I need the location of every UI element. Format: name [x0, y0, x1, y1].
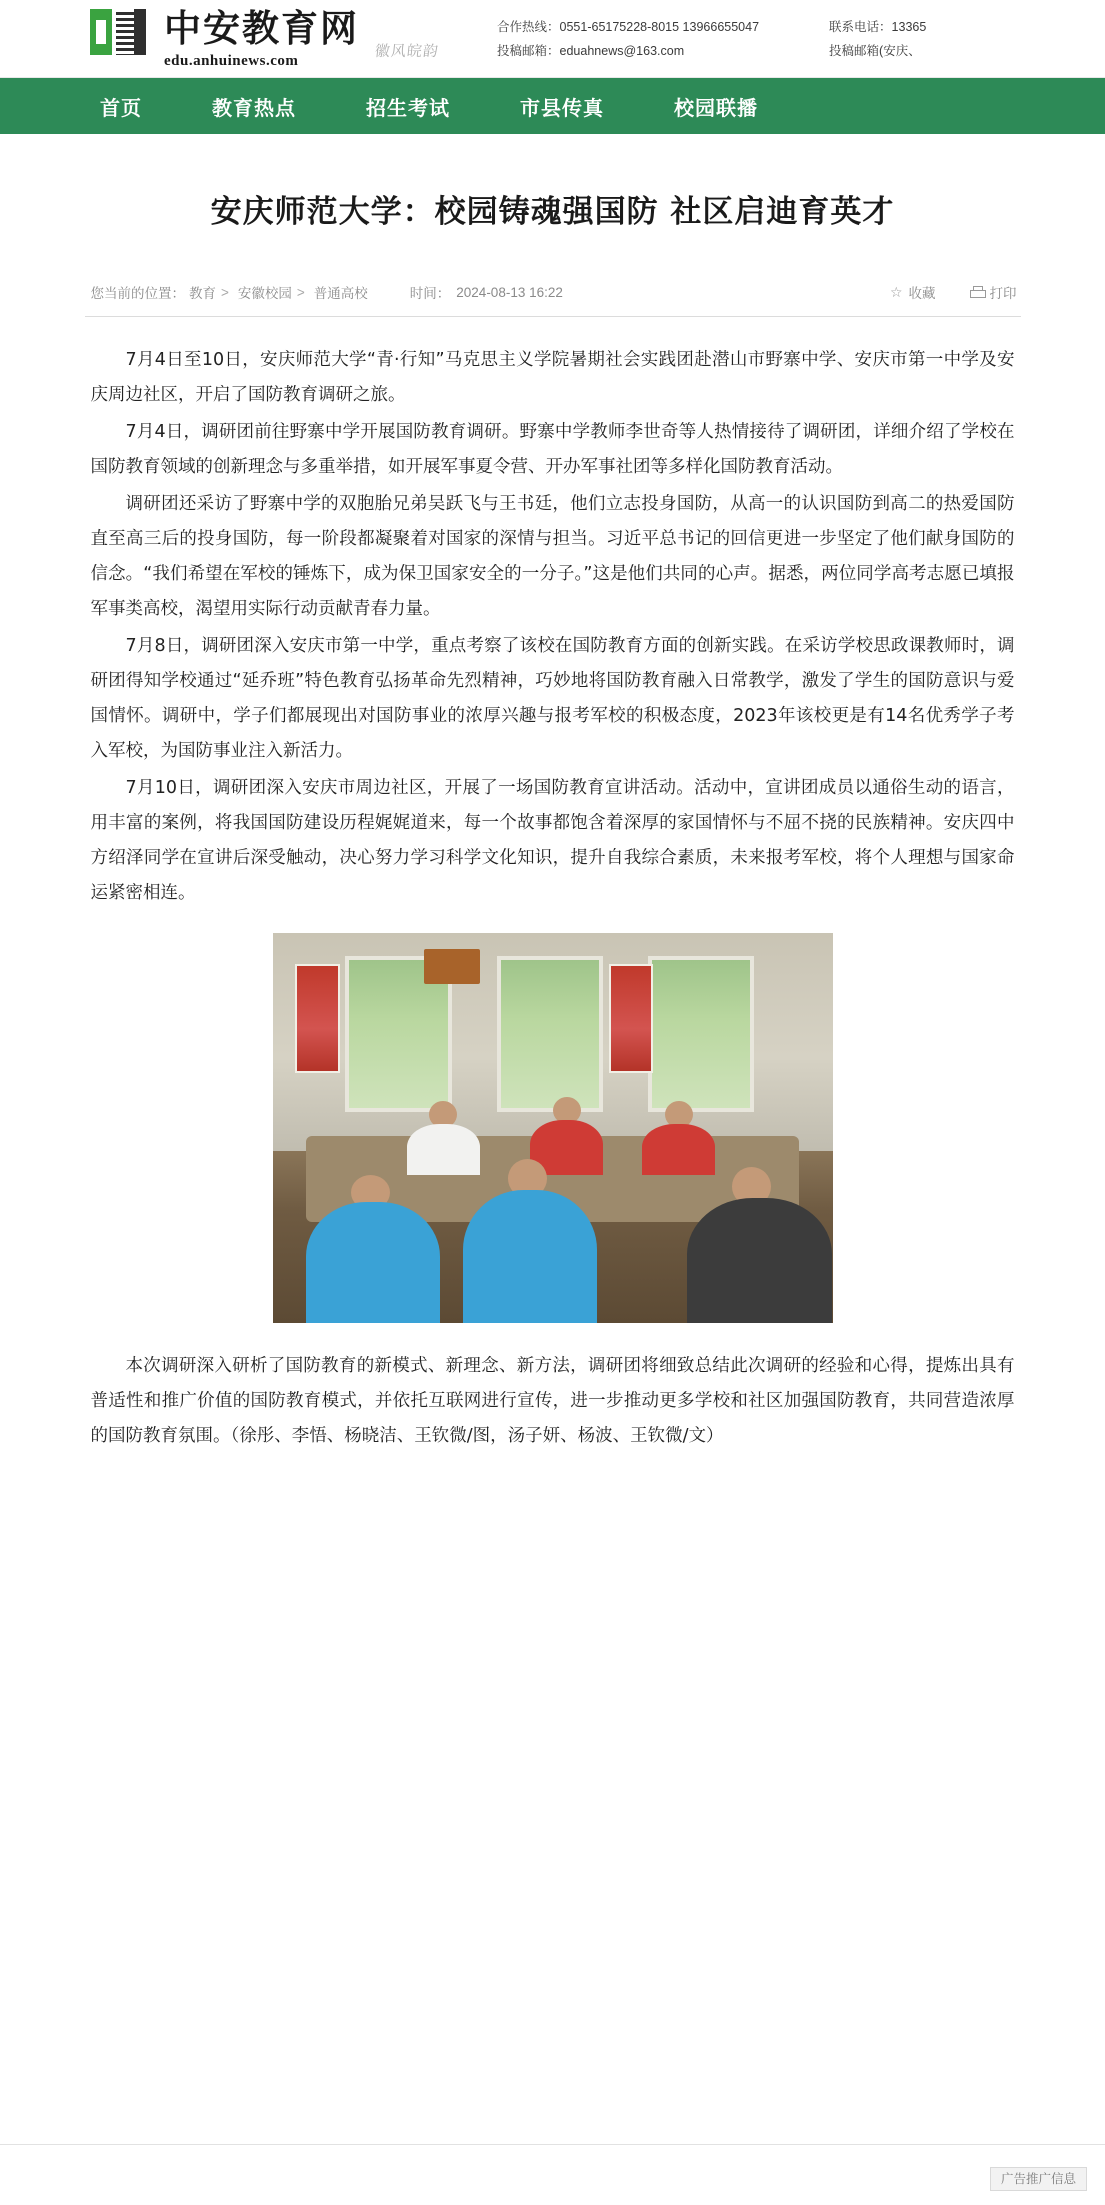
site-header: [0, 0, 1105, 78]
star-icon: ☆: [889, 284, 903, 300]
contact-hotline-label: 合作热线：: [497, 19, 560, 34]
article-photo-wrap: [273, 933, 833, 1323]
logo-domain: edu.anhuinews.com: [164, 53, 299, 69]
print-button[interactable]: [970, 282, 1017, 302]
breadcrumb-separator-1: >: [221, 284, 229, 300]
print-label: 打印: [989, 286, 1017, 301]
article-paragraph: 本次调研深入研析了国防教育的新模式、新理念、新方法，调研团将细致总结此次调研的经验和心得，提炼出具有普适性和推广价值的国防教育模式，并依托互联网进行宣传，进一步推动更多学校和社区加强国防教育，共同营造浓厚的国防教育氛围。（徐彤、李悟、杨晓洁、王钦微/图，汤子妍、杨波、王钦微/文）: [90, 1356, 1015, 1446]
article-photo: [273, 933, 833, 1323]
contact-left: [497, 15, 759, 63]
nav-item-admissions-exam[interactable]: 招生考试: [366, 97, 450, 120]
breadcrumb-item-education[interactable]: 教育: [189, 286, 216, 301]
article-meta-bar: [85, 282, 1021, 317]
article-body: [85, 343, 1021, 911]
ad-promotion-tag[interactable]: 广告推广信息: [990, 2167, 1087, 2192]
nav-item-education-hot[interactable]: 教育热点: [212, 97, 296, 120]
breadcrumb-label: 您当前的位置：: [90, 286, 185, 301]
contact-phone-value: 13365: [891, 19, 927, 34]
breadcrumb-item-anhui-campus[interactable]: 安徽校园: [237, 286, 292, 301]
nav-item-city-county[interactable]: 市县传真: [520, 97, 604, 120]
contact-phone-row: [829, 15, 926, 39]
article-body-after-photo: [85, 1349, 1021, 1454]
page-title: 安庆师范大学：校园铸魂强国防 社区启迪育英才: [210, 194, 895, 230]
logo-text: [164, 7, 359, 70]
contact-email-row: [497, 39, 759, 63]
favorite-button[interactable]: [890, 282, 936, 302]
article-paragraph: 7月4日至10日，安庆师范大学“青·行知”马克思主义学院暑期社会实践团赴潜山市野寨中学、安庆市第一中学及安庆周边社区，开启了国防教育调研之旅。: [90, 350, 1015, 405]
logo-seal-text: 徽风皖韵: [374, 42, 440, 60]
contact-hotline-value: 0551-65175228-8015 13966655047: [559, 19, 760, 34]
main-navigation: [0, 78, 1105, 134]
contact-phone-label: 联系电话：: [829, 19, 892, 34]
publish-time-value: 2024-08-13 16:22: [456, 284, 563, 300]
header-inner: [0, 7, 1105, 70]
article-paragraph: 7月4日，调研团前往野寨中学开展国防教育调研。野寨中学教师李世奇等人热情接待了调研团，详细介绍了学校在国防教育领域的创新理念与多重举措，如开展军事夏令营、开办军事社团等多样化国防教育活动。: [90, 422, 1015, 477]
article-container: [43, 190, 1063, 1454]
logo-title: 中安教育网: [164, 7, 359, 50]
meta-actions: [856, 282, 1021, 302]
contact-email-value: eduahnews@163.com: [559, 43, 685, 58]
footer-divider: [0, 2144, 1105, 2145]
breadcrumb-item-universities[interactable]: 普通高校: [313, 286, 368, 301]
breadcrumb-separator-2: >: [296, 284, 305, 300]
article-paragraph: 7月10日，调研团深入安庆市周边社区，开展了一场国防教育宣讲活动。活动中，宣讲团成员以通俗生动的语言，用丰富的案例，将我国国防建设历程娓娓道来，每一个故事都饱含着深厚的家国情怀与不屈不挠的民族精神。安庆四中方绍泽同学在宣讲后深受触动，决心努力学习科学文化知识，提升自我综合素质，未来报考军校，将个人理想与国家命运紧密相连。: [90, 778, 1015, 903]
article-paragraph: 7月8日，调研团深入安庆市第一中学，重点考察了该校在国防教育方面的创新实践。在采访学校思政课教师时，调研团得知学校通过“延乔班”特色教育弘扬革命先烈精神，巧妙地将国防教育融入日常教学，激发了学生的国防意识与爱国情怀。调研中，学子们都展现出对国防事业的浓厚兴趣与报考军校的积极态度，2023年该校更是有14名优秀学子考入军校，为国防事业注入新活力。: [90, 636, 1015, 761]
contact-hotline-row: [497, 15, 759, 39]
site-logo[interactable]: [90, 7, 359, 70]
logo-mark-icon: [90, 9, 152, 59]
nav-item-home[interactable]: 首页: [100, 97, 142, 120]
contact-email2-label: 投稿邮箱(安庆、: [829, 43, 921, 58]
printer-icon: [970, 286, 984, 298]
nav-inner: [0, 92, 758, 121]
publish-time-label: 时间：: [409, 286, 451, 301]
article-paragraph: 调研团还采访了野寨中学的双胞胎兄弟吴跃飞与王书廷，他们立志投身国防，从高一的认识国防到高二的热爱国防直至高三后的投身国防，每一阶段都凝聚着对国家的深情与担当。习近平总书记的回信更进一步坚定了他们献身国防的信念。“我们希望在军校的锤炼下，成为保卫国家安全的一分子。”这是他们共同的心声。据悉，两位同学高考志愿已填报军事类高校，渴望用实际行动贡献青春力量。: [90, 494, 1015, 619]
contact-email-label: 投稿邮箱：: [497, 43, 560, 58]
favorite-label: 收藏: [908, 286, 936, 301]
contact-right: [829, 15, 926, 63]
contact-email2-row: [829, 39, 926, 63]
nav-item-campus-broadcast[interactable]: 校园联播: [674, 97, 758, 120]
